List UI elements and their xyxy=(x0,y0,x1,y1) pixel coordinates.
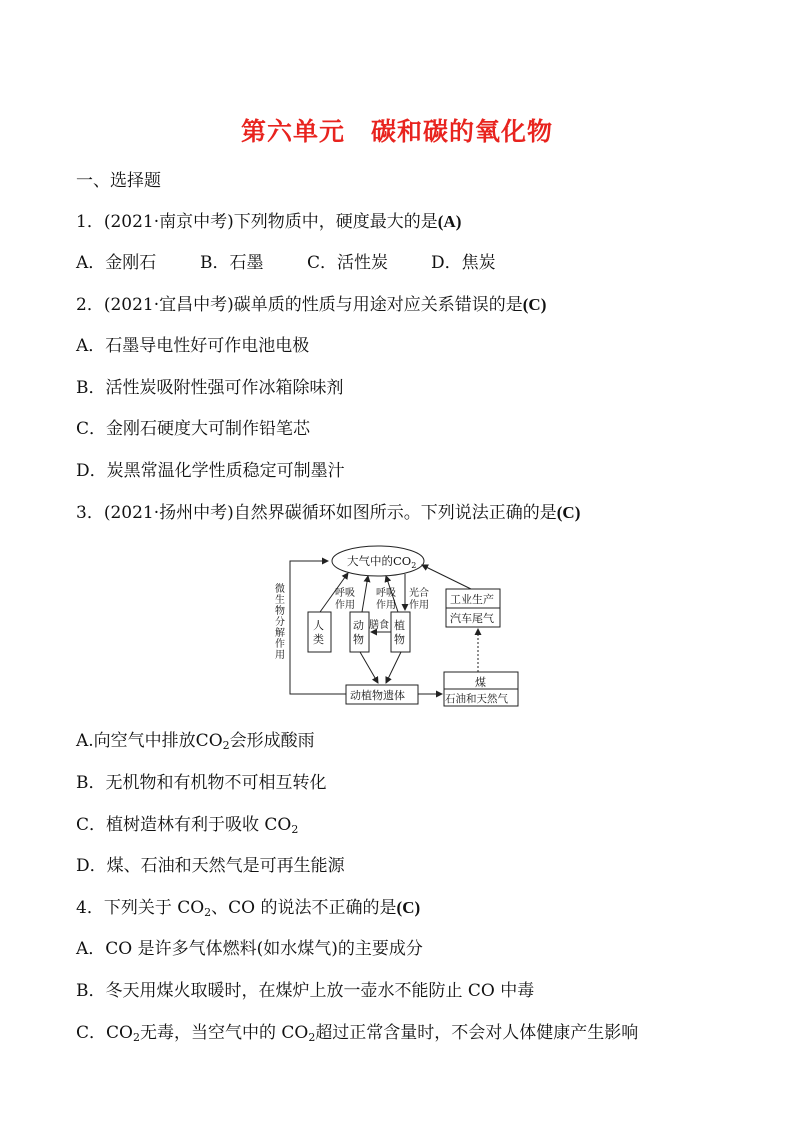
section-heading: 一、选择题 xyxy=(76,171,161,191)
photosynthesis-label-a: 光合 xyxy=(409,588,429,599)
photosynthesis-label-b: 作用 xyxy=(409,600,429,611)
animal-label-1: 动 xyxy=(353,619,364,632)
question-4-option-c: C．$CO_2$无毒，当空气中的 $CO_2$超过正常含量时，不会对人体健康产生影响 xyxy=(76,1023,639,1044)
coal-label: 煤 xyxy=(475,676,486,689)
question-4-answer: (C) xyxy=(396,898,421,917)
plant-label-1: 植 xyxy=(394,619,405,632)
question-3-option-d: D．煤、石油和天然气是可再生能源 xyxy=(76,856,345,876)
question-2-answer: (C) xyxy=(522,295,547,314)
respiration-label-1b: 作用 xyxy=(335,600,355,611)
page-title: 第六单元 碳和碳的氧化物 xyxy=(240,117,553,146)
question-1-options xyxy=(76,252,496,274)
plant-node xyxy=(391,612,410,652)
animal-node xyxy=(350,612,369,652)
option-a: A．金刚石 xyxy=(76,253,157,273)
question-2-stem: 2．(2021·宜昌中考)碳单质的性质与用途对应关系错误的是(C) xyxy=(76,295,547,315)
question-2-option-d: D．炭黑常温化学性质稳定可制墨汁 xyxy=(76,461,345,481)
eating-label: 膳食 xyxy=(369,620,389,631)
question-3-stem: 3．(2021·扬州中考)自然界碳循环如图所示。下列说法正确的是(C) xyxy=(76,503,581,523)
option-d: D．焦炭 xyxy=(431,253,496,273)
respiration-label-1a: 呼吸 xyxy=(335,588,355,599)
decomposition-label-2: 生 xyxy=(275,595,285,606)
exhaust-label: 汽车尾气 xyxy=(450,612,494,625)
question-3-option-a: A.向空气中排放$CO_2$会形成酸雨 xyxy=(76,731,315,752)
animal-label-2: 物 xyxy=(353,633,364,646)
question-1-stem: 1．(2021·南京中考)下列物质中，硬度最大的是(A) xyxy=(76,212,462,232)
question-4-option-a: A．CO 是许多气体燃料(如水煤气)的主要成分 xyxy=(76,939,423,959)
decomposition-label-3: 物 xyxy=(275,606,285,617)
decomposition-label-6: 作 xyxy=(275,639,285,650)
human-node xyxy=(308,612,331,652)
question-4-option-b: B．冬天用煤火取暖时，在煤炉上放一壶水不能防止 CO 中毒 xyxy=(76,981,535,1001)
question-2-option-b: B．活性炭吸附性强可作冰箱除味剂 xyxy=(76,378,344,398)
plant-label-2: 物 xyxy=(394,633,405,646)
question-2-option-c: C．金刚石硬度大可制作铅笔芯 xyxy=(76,419,311,439)
industry-label: 工业生产 xyxy=(450,593,494,606)
human-label-1: 人 xyxy=(313,619,324,632)
respiration-label-2a: 呼吸 xyxy=(376,588,396,599)
oil-gas-label: 石油和天然气 xyxy=(445,693,508,705)
option-b: B．石墨 xyxy=(200,253,264,273)
respiration-label-2b: 作用 xyxy=(376,600,396,611)
option-c: C．活性炭 xyxy=(307,253,389,273)
decomposition-label-7: 用 xyxy=(275,650,285,661)
human-label-2: 类 xyxy=(313,633,324,646)
decomposition-label-4: 分 xyxy=(275,617,285,628)
decomposition-label-1: 微 xyxy=(275,584,285,595)
question-3-option-c: C．植树造林有利于吸收 $CO_2$ xyxy=(76,815,299,836)
question-3-answer: (C) xyxy=(556,503,581,522)
carbon-cycle-diagram xyxy=(270,540,526,710)
decomposition-label-5: 解 xyxy=(275,628,285,639)
question-2-option-a: A．石墨导电性好可作电池电极 xyxy=(76,336,310,356)
question-4-stem: 4．下列关于 $CO_2$、CO 的说法不正确的是(C) xyxy=(76,898,421,919)
question-1-answer: (A) xyxy=(437,212,462,231)
question-3-option-b: B．无机物和有机物不可相互转化 xyxy=(76,773,327,793)
atmosphere-label: 大气中的$CO_2$ xyxy=(347,554,417,570)
remains-label: 动植物遗体 xyxy=(350,689,405,702)
